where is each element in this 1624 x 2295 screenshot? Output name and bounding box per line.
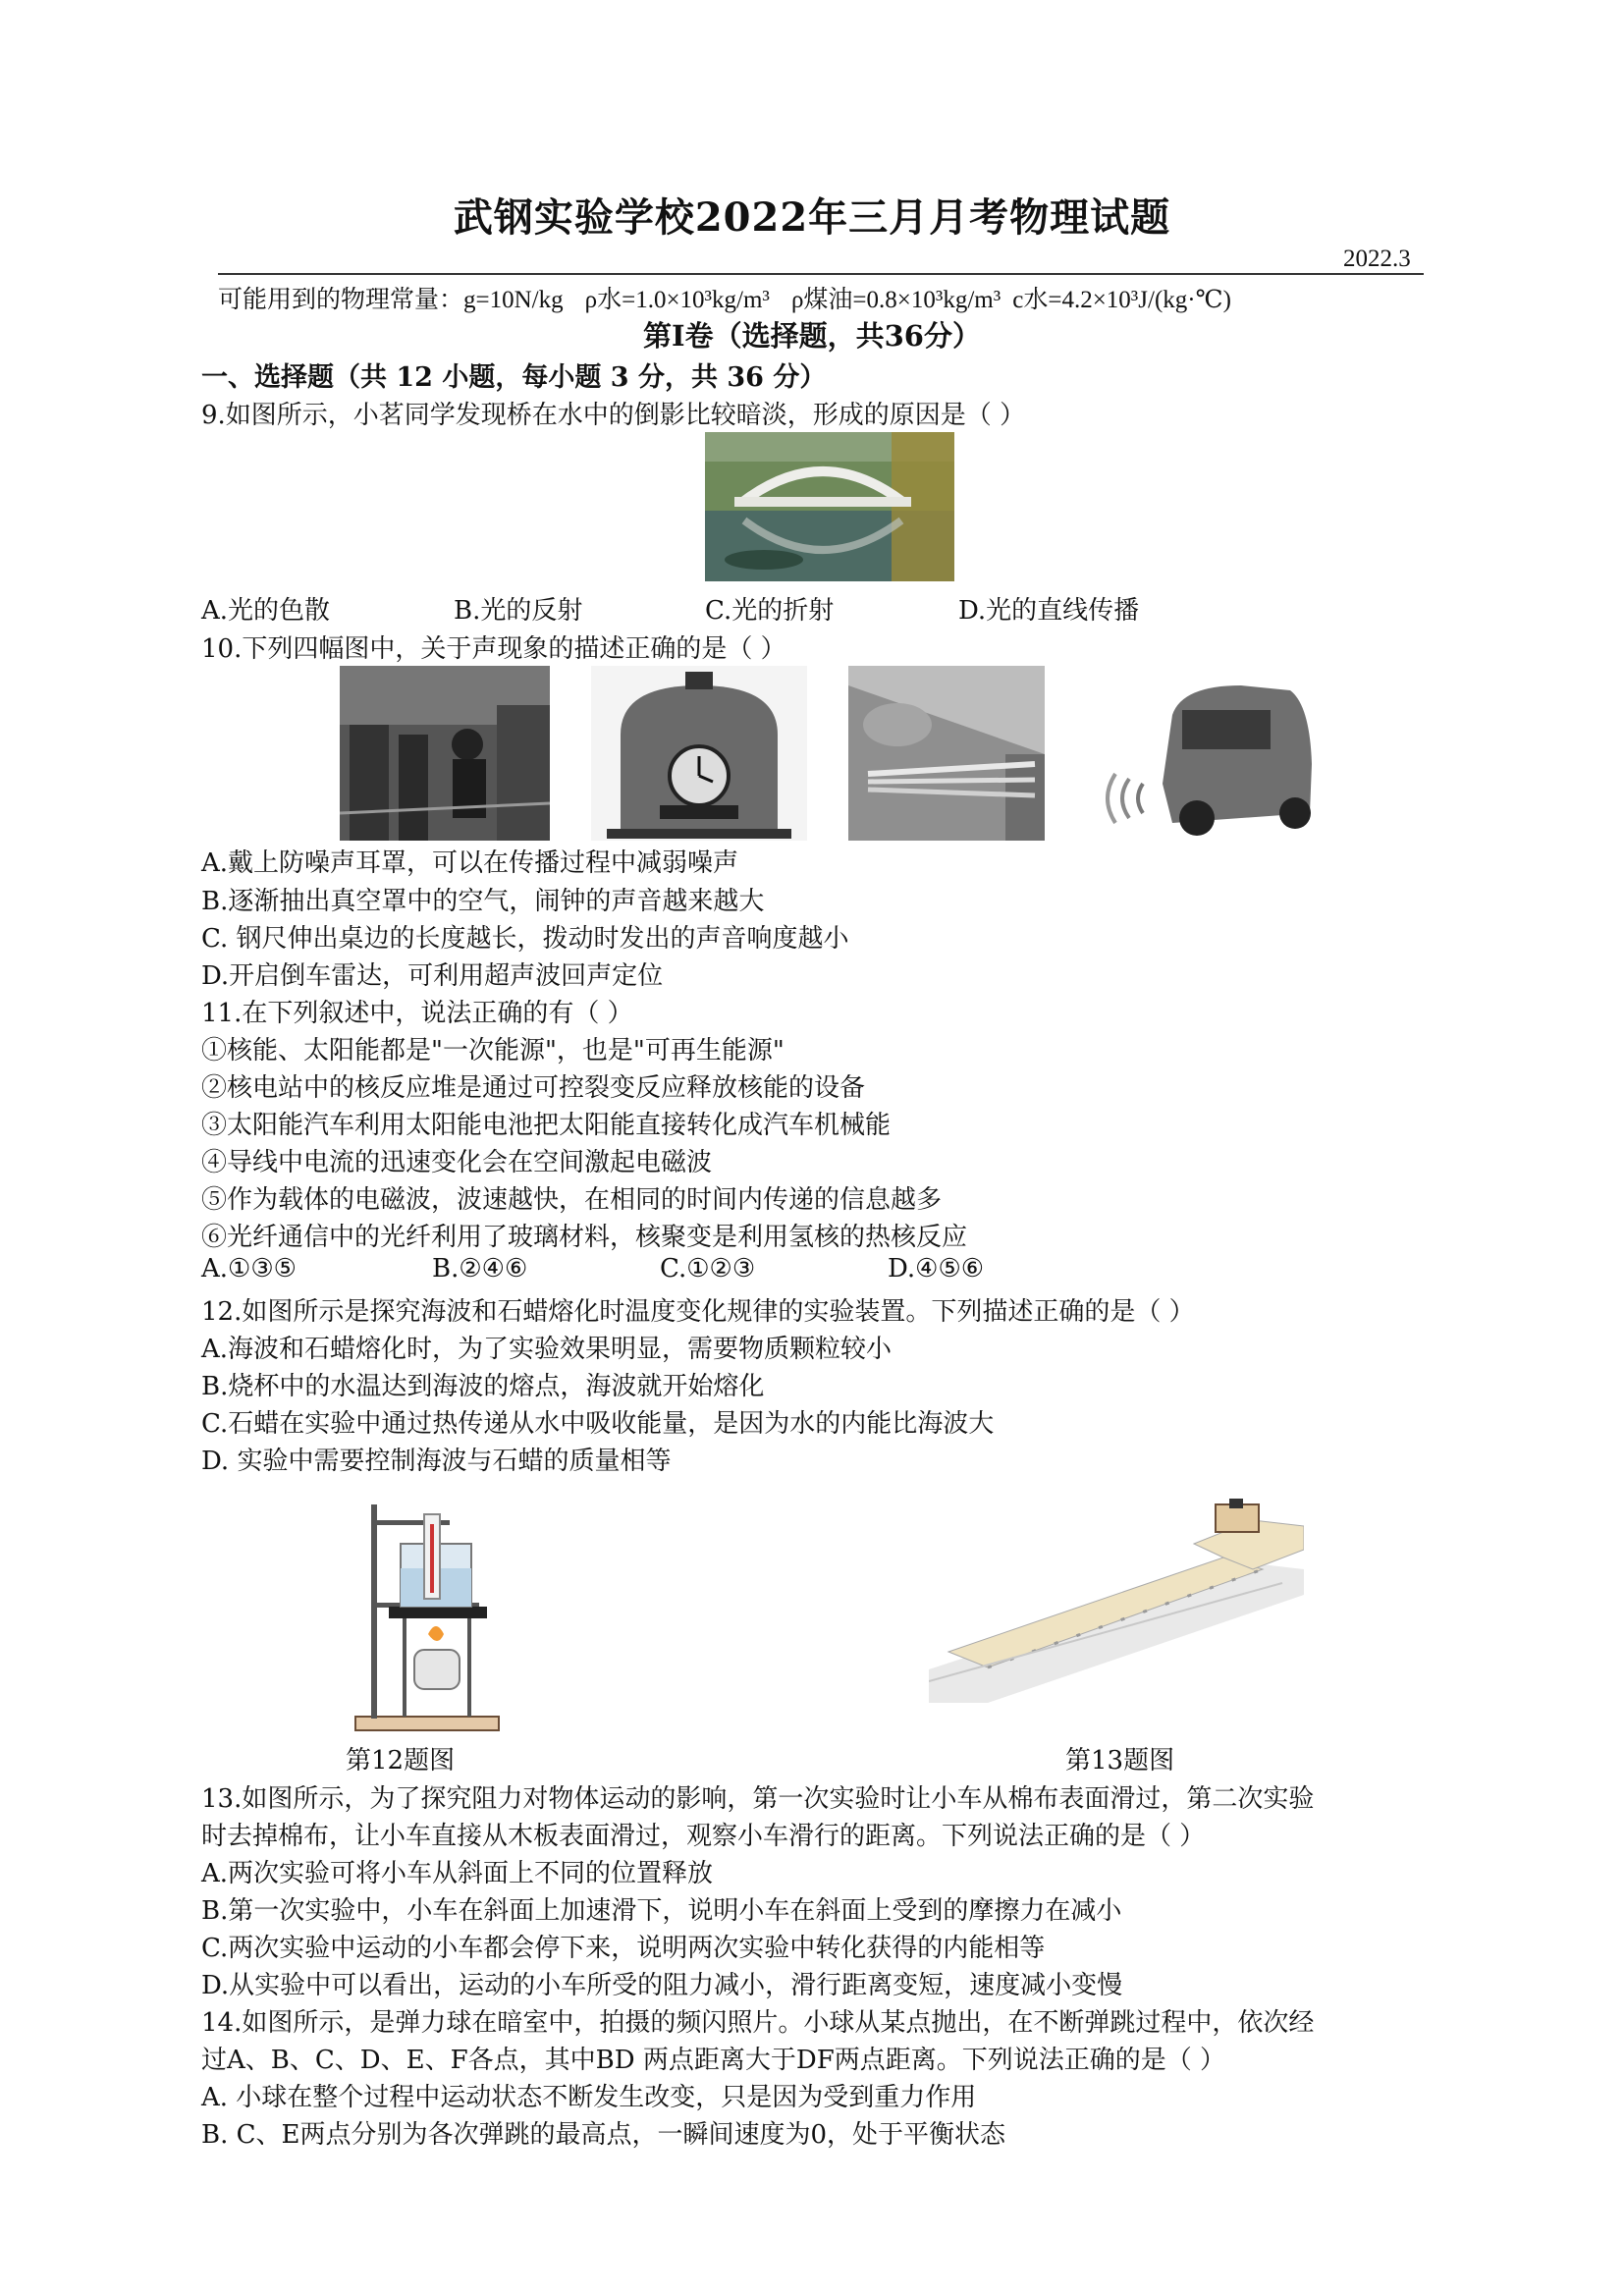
q9-option-a: A.光的色散 (201, 596, 331, 626)
constant-c-water: c水=4.2×10³J/(kg·℃) (1012, 287, 1231, 313)
q13-stem-line1: 13.如图所示，为了探究阻力对物体运动的影响，第一次实验时让小车从棉布表面滑过，第二次实验 (201, 1784, 1315, 1814)
q13-option-a: A.两次实验可将小车从斜面上不同的位置释放 (201, 1859, 714, 1888)
part-heading: 一、选择题（共 12 小题，每小题 3 分，共 36 分） (201, 362, 827, 393)
exam-date: 2022.3 (1343, 246, 1411, 272)
factory-workers-photo (340, 666, 550, 841)
q12-option-a: A.海波和石蜡熔化时，为了实验效果明显，需要物质颗粒较小 (201, 1335, 893, 1364)
q12-option-c: C.石蜡在实验中通过热传递从水中吸收能量，是因为水的内能比海波大 (201, 1409, 995, 1439)
q11-item-3: ③太阳能汽车利用太阳能电池把太阳能直接转化成汽车机械能 (201, 1111, 892, 1140)
q11-item-1: ①核能、太阳能都是"一次能源"，也是"可再生能源" (201, 1036, 785, 1066)
constant-rho-kerosene: ρ煤油=0.8×10³kg/m³ (790, 287, 1001, 313)
q10-option-c: C. 钢尺伸出桌边的长度越长，拨动时发出的声音响度越小 (201, 924, 849, 954)
q13-option-d: D.从实验中可以看出，运动的小车所受的阻力减小，滑行距离变短，速度减小变慢 (201, 1971, 1123, 2000)
q11-option-c: C.①②③ (660, 1254, 756, 1284)
bell-jar-alarm-clock-photo (591, 666, 807, 841)
constants-prefix: 可能用到的物理常量： (218, 287, 464, 313)
q10-stem: 10.下列四幅图中，关于声现象的描述正确的是（ ） (201, 634, 786, 664)
incline-cart-figure (929, 1485, 1304, 1703)
q12-option-b: B.烧杯中的水温达到海波的熔点，海波就开始熔化 (201, 1372, 765, 1401)
q14-stem-line2: 过A、B、C、D、E、F各点，其中BD 两点距离大于DF两点距离。下列说法正确的是（ ） (201, 2046, 1226, 2075)
q11-item-2: ②核电站中的核反应堆是通过可控裂变反应释放核能的设备 (201, 1073, 866, 1103)
constant-rho-water: ρ水=1.0×10³kg/m³ (584, 287, 770, 313)
physical-constants (218, 280, 1231, 315)
q13-option-c: C.两次实验中运动的小车都会停下来，说明两次实验中转化获得的内能相等 (201, 1934, 1046, 1963)
q11-item-5: ⑤作为载体的电磁波，波速越快，在相同的时间内传递的信息越多 (201, 1185, 943, 1215)
q14-stem-line1: 14.如图所示，是弹力球在暗室中，拍摄的频闪照片。小球从某点抛出，在不断弹跳过程中，依次经 (201, 2008, 1315, 2038)
q12-option-d: D. 实验中需要控制海波与石蜡的质量相等 (201, 1447, 672, 1476)
header-divider (218, 273, 1424, 275)
q12-stem: 12.如图所示是探究海波和石蜡熔化时温度变化规律的实验装置。下列描述正确的是（ ） (201, 1297, 1195, 1327)
q11-option-a: A.①③⑤ (201, 1254, 297, 1284)
q9-option-d: D.光的直线传播 (958, 596, 1140, 626)
q9-option-b: B.光的反射 (454, 596, 583, 626)
q14-option-b: B. C、E两点分别为各次弹跳的最高点，一瞬间速度为0，处于平衡状态 (201, 2120, 1006, 2150)
fig12-caption: 第12题图 (346, 1746, 456, 1776)
q9-option-c: C.光的折射 (705, 596, 835, 626)
section-heading: 第Ⅰ卷（选择题，共36分） (643, 319, 981, 353)
melting-apparatus-figure (350, 1485, 505, 1736)
q11-option-b: B.②④⑥ (432, 1254, 528, 1284)
q11-item-6: ⑥光纤通信中的光纤利用了玻璃材料，核聚变是利用氢核的热核反应 (201, 1223, 968, 1252)
q11-item-4: ④导线中电流的迅速变化会在空间激起电磁波 (201, 1148, 713, 1177)
q13-option-b: B.第一次实验中，小车在斜面上加速滑下，说明小车在斜面上受到的摩擦力在减小 (201, 1896, 1122, 1926)
q13-stem-line2: 时去掉棉布，让小车直接从木板表面滑过，观察小车滑行的距离。下列说法正确的是（ ） (201, 1822, 1206, 1851)
exam-title: 武钢实验学校2022年三月月考物理试题 (453, 194, 1171, 241)
q9-stem: 9.如图所示，小茗同学发现桥在水中的倒影比较暗淡，形成的原因是（ ） (201, 401, 1026, 430)
q11-option-d: D.④⑤⑥ (888, 1254, 985, 1284)
q10-option-b: B.逐渐抽出真空罩中的空气，闹钟的声音越来越大 (201, 887, 765, 916)
q14-option-a: A. 小球在整个过程中运动状态不断发生改变，只是因为受到重力作用 (201, 2083, 977, 2112)
q10-option-d: D.开启倒车雷达，可利用超声波回声定位 (201, 961, 664, 991)
steel-ruler-table-photo (848, 666, 1045, 841)
constant-g: g=10N/kg (463, 287, 564, 313)
q10-option-a: A.戴上防噪声耳罩，可以在传播过程中减弱噪声 (201, 848, 739, 878)
fig13-caption: 第13题图 (1065, 1746, 1175, 1776)
q11-stem: 11.在下列叙述中，说法正确的有（ ） (201, 999, 633, 1028)
car-reversing-radar-photo (1104, 666, 1318, 841)
bridge-reflection-photo (705, 432, 954, 581)
